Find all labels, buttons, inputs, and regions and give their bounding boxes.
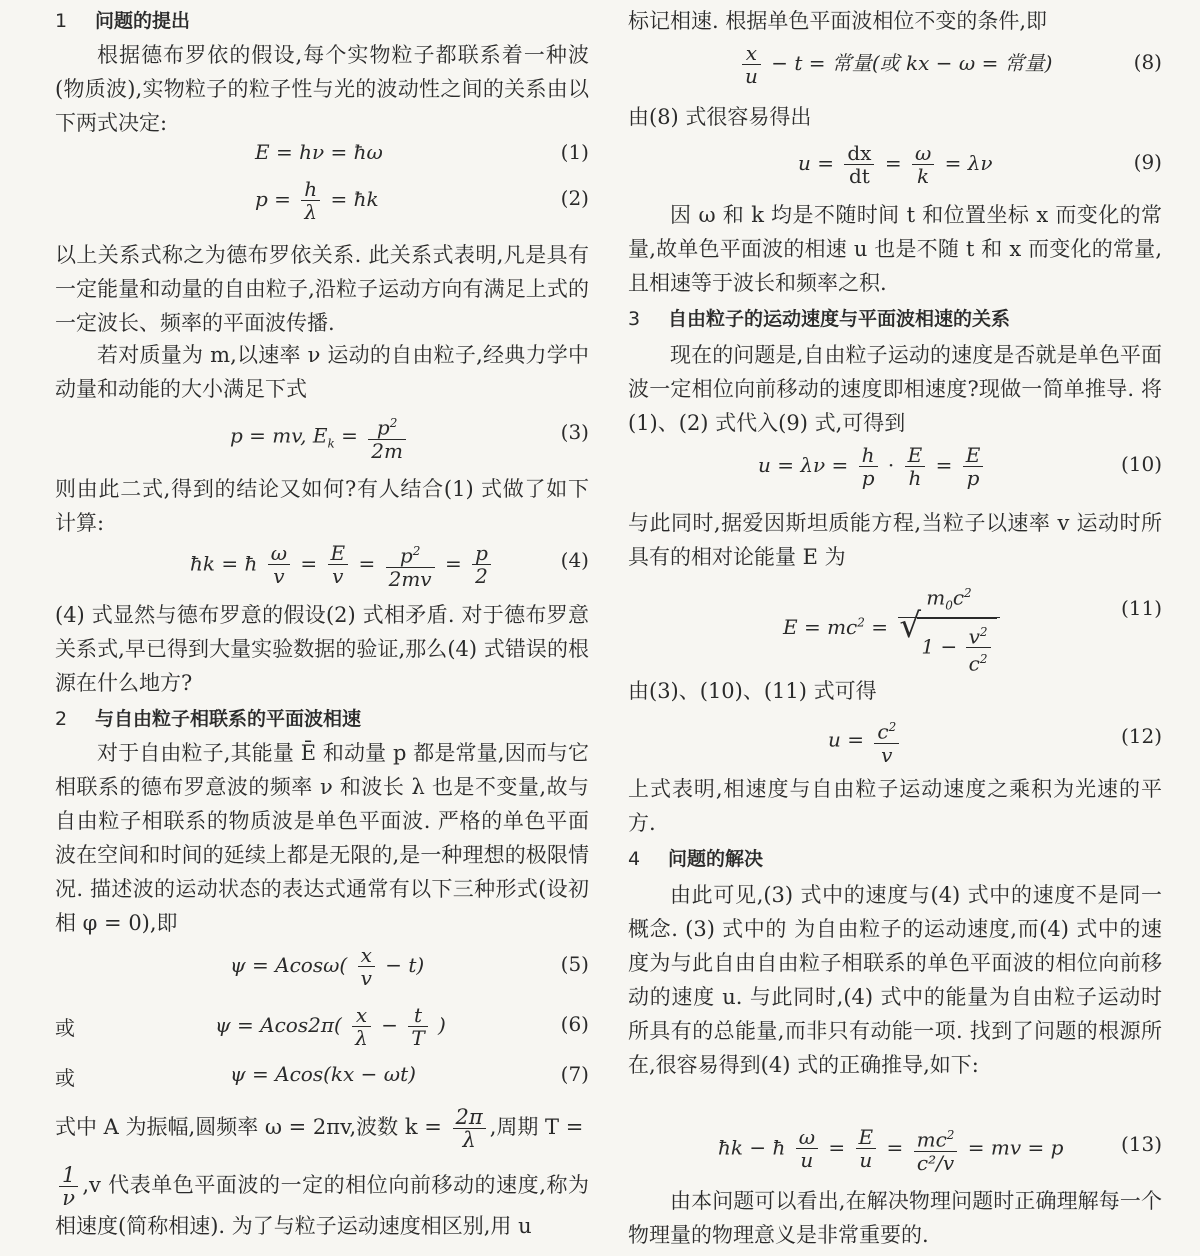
section-title: 问题的提出 xyxy=(95,10,191,32)
section-heading-1 xyxy=(55,4,589,38)
equation-lead: 或 xyxy=(55,1066,75,1090)
fraction: $\frac{p^2}{2m}$ xyxy=(368,412,406,462)
paragraph: 以上关系式称之为德布罗依关系. 此关系式表明,凡是具有一定能量和动量的自由粒子,沿粒子运动方向有满足上式的一定波长、频率的平面波传播. xyxy=(55,243,589,335)
section-heading-4 xyxy=(628,842,1162,876)
section-heading-2 xyxy=(55,702,589,736)
equation-11: $E = mc^2$ = $m_0c^2$ √ 1 − $\frac{v^2}{c^2}$ (11) xyxy=(628,592,1162,672)
paragraph: 与此同时,据爱因斯坦质能方程,当粒子以速率 v 运动时所具有的相对论能量 E 为 xyxy=(628,511,1162,569)
equation-body: E = hν = ħω xyxy=(255,140,383,164)
equation-number: (12) xyxy=(1120,724,1162,748)
equation-7: 或 ψ = Acos(kx − ωt) (7) xyxy=(55,1062,589,1090)
equation-number: (9) xyxy=(1133,150,1162,174)
paragraph: 标记相速. 根据单色平面波相位不变的条件,即 xyxy=(628,9,1048,33)
equation-number: (11) xyxy=(1120,596,1162,620)
section-title: 问题的解决 xyxy=(668,848,764,870)
section-number: 1 xyxy=(55,10,68,32)
equation-number: (4) xyxy=(560,548,589,572)
equation-lead: 或 xyxy=(55,1016,75,1040)
paragraph: 则由此二式,得到的结论又如何?有人结合(1) 式做了如下计算: xyxy=(55,477,589,535)
equation-9: u = $\frac{dx}{dt}$ = $\frac{\omega}{k}$ = λν (9) xyxy=(798,141,1162,188)
paragraph: 若对质量为 m,以速率 ν 运动的自由粒子,经典力学中动量和动能的大小满足下式 xyxy=(55,343,589,401)
equation-5: ψ = Acosω( $\frac{x}{v}$ − t) (5) xyxy=(230,943,589,990)
paragraph: 由此可见,(3) 式中的速度与(4) 式中的速度不是同一概念. (3) 式中的 为自由粒子的运动速度,而(4) 式中的速度为与此自由自由粒子相联系的单色平面波的相位向前移动的速度 u. 与此同时,(4) 式中的能量为自由粒子运动时所具有的总能量,而非只有动能一项. 找到了问题的根源所在,很容易得到(4) 式的正确推导,如下: xyxy=(628,883,1162,1077)
equation-8: $\frac{x}{u}$ − t = 常量(或 kx − ω = 常量) (8) xyxy=(628,50,1162,90)
paragraph: 根据德布罗依的假设,每个实物粒子都联系着一种波(物质波),实物粒子的粒子性与光的波动性之间的关系由以下两式决定: xyxy=(55,43,589,135)
paragraph: 对于自由粒子,其能量 Ē 和动量 p 都是常量,因而与它相联系的德布罗意波的频率 ν 和波长 λ 也是不变量,故与自由粒子相联系的物质波是单色平面波. 严格的单色平面波在空间和时间的延续上都是无限的,是一种理想的极限情况. 描述波的运动状态的表达式通常有以下三种形式(设初相 φ = 0),即 xyxy=(55,741,589,935)
equation-number: (1) xyxy=(560,140,589,164)
equation-10: u = λν = $\frac{h}{p}$ · $\frac{E}{h}$ = $\frac{E}{p}$ (10) xyxy=(758,443,1162,490)
equation-12: u = $\frac{c^2}{v}$ (12) xyxy=(628,724,1162,764)
equation-3: p = mv, $E_k$ = $\frac{p^2}{2m}$ (3) xyxy=(55,420,589,460)
paragraph: 现在的问题是,自由粒子运动的速度是否就是单色平面波一定相位向前移动的速度即相速度?现做一简单推导. 将(1)、(2) 式代入(9) 式,可得到 xyxy=(628,343,1162,435)
equation-number: (2) xyxy=(560,186,589,210)
equation-13: ħk − ħ $\frac{\omega}{u}$ = $\frac{E}{u}$ = $\frac{mc^2}{\text{c²/v}}$ = mv = p (13) xyxy=(718,1125,1162,1175)
equation-number: (10) xyxy=(1120,452,1162,476)
equation-number: (5) xyxy=(560,952,589,976)
equation-1 xyxy=(55,140,589,180)
equation-number: (8) xyxy=(1133,50,1162,74)
equation-part: p = mv, E xyxy=(230,423,328,448)
section-number: 4 xyxy=(628,848,641,870)
equation-number: (3) xyxy=(560,420,589,444)
paragraph: 由(8) 式很容易得出 xyxy=(628,105,812,129)
section-number: 3 xyxy=(628,308,641,330)
paragraph: 因 ω 和 k 均是不随时间 t 和位置坐标 x 而变化的常量,故单色平面波的相速 u 也是不随 t 和 x 而变化的常量,且相速等于波长和频率之积. xyxy=(628,203,1162,295)
paragraph: (4) 式显然与德布罗意的假设(2) 式相矛盾. 对于德布罗意关系式,早已得到大量实验数据的验证,那么(4) 式错误的根源在什么地方? xyxy=(55,603,589,695)
paragraph: 由本问题可以看出,在解决物理问题时正确理解每一个物理量的物理意义是非常重要的. xyxy=(628,1189,1162,1247)
section-title: 与自由粒子相联系的平面波相速 xyxy=(95,708,362,730)
equation-part: = ħk xyxy=(330,187,379,211)
paragraph: 上式表明,相速度与自由粒子运动速度之乘积为光速的平方. xyxy=(628,777,1162,835)
equation-number: (6) xyxy=(560,1012,589,1036)
equation-4: ħk = ħ $\frac{\omega}{v}$ = $\frac{E}{v}$ = $\frac{p^2}{2mv}$ = $\frac{p}{2}$ (4) xyxy=(190,541,589,591)
paragraph: 由(3)、(10)、(11) 式可得 xyxy=(628,679,877,703)
equation-number: (7) xyxy=(560,1062,589,1086)
equation-number: (13) xyxy=(1120,1132,1162,1156)
fraction: $\frac{h}{\lambda}$ xyxy=(301,178,320,223)
inline-formula-line: 式中 A 为振幅,圆频率 ω = 2πv,波数 k = $\frac{2\pi}{\lambda}$ ,周期 T = xyxy=(55,1105,584,1152)
section-title: 自由粒子的运动速度与平面波相速的关系 xyxy=(668,308,1011,330)
equation-6: 或 ψ = Acos2π( $\frac{x}{\lambda}$ − $\frac{t}{T}$ ) (6) xyxy=(55,1003,589,1050)
section-number: 2 xyxy=(55,708,68,730)
equation-2 xyxy=(55,177,589,226)
equation-part: p = xyxy=(255,187,291,211)
paragraph: $\frac{1}{\nu}$ ,v 代表单色平面波的一定的相位向前移动的速度,称为相速度(简称相速). 为了与粒子运动速度相区别,用 u xyxy=(55,1163,589,1238)
section-heading-3 xyxy=(628,302,1162,336)
